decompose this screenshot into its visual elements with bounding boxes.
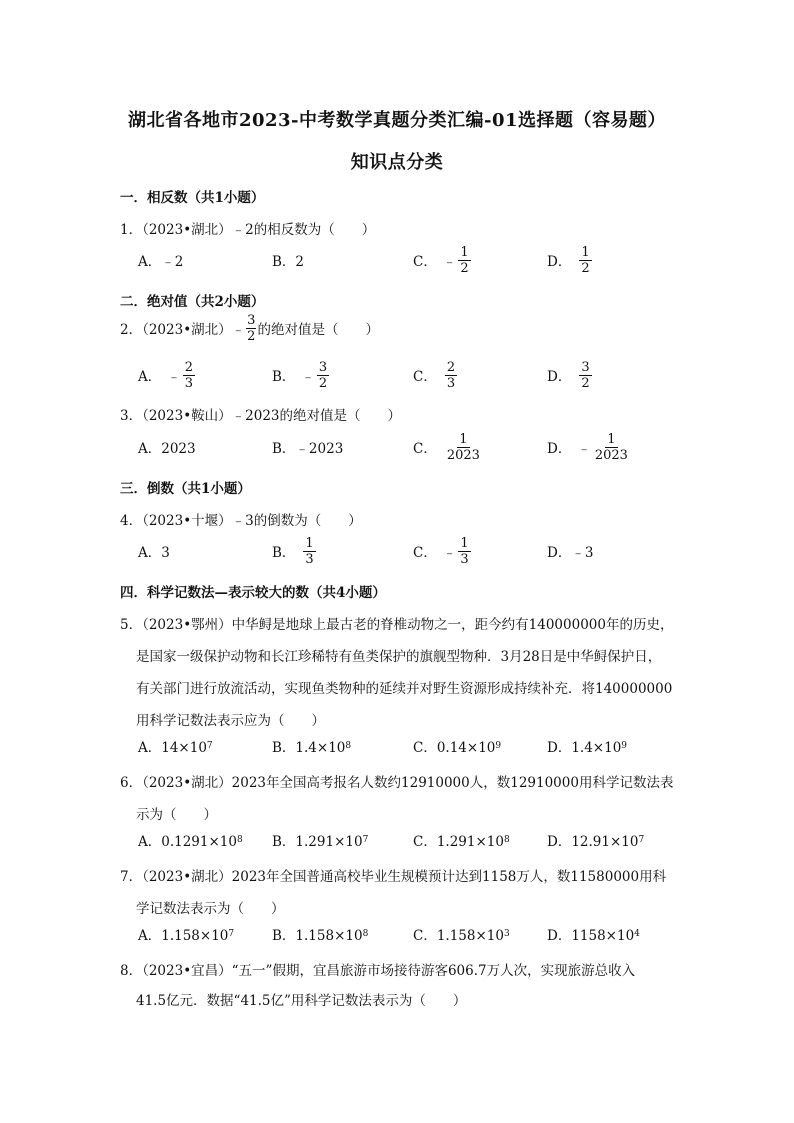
q5-option-a: A．14×10 7 [138,740,213,756]
q6-option-b: B．1.291×10 7 [272,834,369,850]
question-5-options [138,728,738,764]
fraction: $\frac{1}{2023}$ [594,431,628,463]
fraction: $\frac{1}{2}$ [581,244,590,276]
q2-option-a: A． ﹣ $\frac{2}{3}$ [138,359,194,391]
q4-option-c: C． ﹣ $\frac{1}{3}$ [413,535,469,567]
question-5-line-2: 是国家一级保护动物和长江珍稀特有鱼类保护的旗舰型物种．3月28日是中华鲟保护日， [136,649,662,665]
question-5-line-3: 有关部门进行放流活动，实现鱼类物种的延续并对野生资源形成持续补充．将140000000 [136,681,673,697]
fraction: $\frac{1}{3}$ [305,535,314,567]
q6-option-d: D．12.91×10 7 [547,834,645,850]
question-6-options [138,822,738,858]
question-8-line-1: 8．（2023•宜昌）“五一”假期，宜昌旅游市场接待游客606.7万人次，实现旅游总收入 [120,963,636,979]
question-8-line-2: 41.5亿元．数据“41.5亿”用科学记数法表示为（ ） [136,993,467,1009]
question-6-line-1: 6．（2023•湖北）2023年全国高考报名人数约12910000人，数12910000用科学记数法表 [120,775,674,791]
q3-option-c: C． $\frac{1}{2023}$ [413,431,480,463]
q2-option-c: C． $\frac{2}{3}$ [413,359,456,391]
q4-option-b: B． $\frac{1}{3}$ [272,535,314,567]
question-7-line-2: 学记数法表示为（ ） [136,901,285,917]
q4-option-a: A．3 [138,545,170,561]
q3-option-b: B．﹣2023 [272,441,344,457]
question-5-line-4: 用科学记数法表示应为（ ） [136,713,325,729]
question-5-line-1: 5．（2023•鄂州）中华鲟是地球上最古老的脊椎动物之一，距今约有140000000年的历史， [120,617,674,633]
q1-option-a: A．﹣2 [138,254,184,270]
section-heading-opposite-number: 一．相反数（共1小题） [120,190,265,206]
question-7-line-1: 7．（2023•湖北）2023年全国普通高校毕业生规模预计达到1158万人，数11580000用科 [120,869,667,885]
q2-option-d: D． $\frac{3}{2}$ [547,359,590,391]
question-4-options [138,533,738,569]
q7-option-c: C．1.158×10 3 [413,928,510,944]
question-6-line-2: 示为（ ） [136,807,217,823]
fraction: $\frac{1}{3}$ [460,535,469,567]
section-heading-absolute-value: 二．绝对值（共2小题） [120,294,265,310]
question-3-options [138,429,738,465]
fraction: $\frac{3}{2}$ [318,359,328,391]
fraction: $\frac{1}{2023}$ [446,431,480,463]
q1-option-c: C． ﹣ $\frac{1}{2}$ [413,244,469,276]
question-1-options [138,242,738,278]
document-subtitle: 知识点分类 [350,152,444,173]
q2-option-b: B． ﹣ $\frac{3}{2}$ [272,359,328,391]
fraction: $\frac{1}{2}$ [460,244,469,276]
question-2-stem: 2．（2023•湖北）﹣ $\frac{3}{2}$ 的绝对值是（ ） [120,312,379,344]
q3-option-d: D． ﹣ $\frac{1}{2023}$ [547,431,628,463]
question-2-options [138,357,738,393]
question-3-stem: 3．（2023•鞍山）﹣2023的绝对值是（ ） [120,408,402,424]
q5-option-c: C．0.14×10 9 [413,740,502,756]
document-title: 湖北省各地市2023-中考数学真题分类汇编-01选择题（容易题） [127,110,667,131]
fraction: $\frac{3}{2}$ [581,359,590,391]
q7-option-a: A．1.158×10 7 [138,928,235,944]
question-1-stem: 1．（2023•湖北）﹣2的相反数为（ ） [120,222,376,238]
q1-option-b: B．2 [272,254,305,270]
question-4-stem: 4．（2023•十堰）﹣3的倒数为（ ） [120,513,362,529]
q6-option-a: A．0.1291×10 8 [138,834,243,850]
section-heading-scientific-notation: 四．科学记数法—表示较大的数（共4小题） [120,585,386,601]
fraction: $\frac{2}{3}$ [184,359,194,391]
q5-option-b: B．1.4×10 8 [272,740,352,756]
question-7-options [138,916,738,952]
section-heading-reciprocal: 三．倒数（共1小题） [120,481,251,497]
q1-option-d: D． $\frac{1}{2}$ [547,244,590,276]
q7-option-b: B．1.158×10 8 [272,928,369,944]
q7-option-d: D．1158×10 4 [547,928,640,944]
fraction: $\frac{3}{2}$ [247,312,256,344]
q4-option-d: D．﹣3 [547,545,594,561]
q5-option-d: D．1.4×10 9 [547,740,628,756]
fraction: $\frac{2}{3}$ [446,359,456,391]
q3-option-a: A．2023 [138,441,196,457]
q6-option-c: C．1.291×10 8 [413,834,510,850]
